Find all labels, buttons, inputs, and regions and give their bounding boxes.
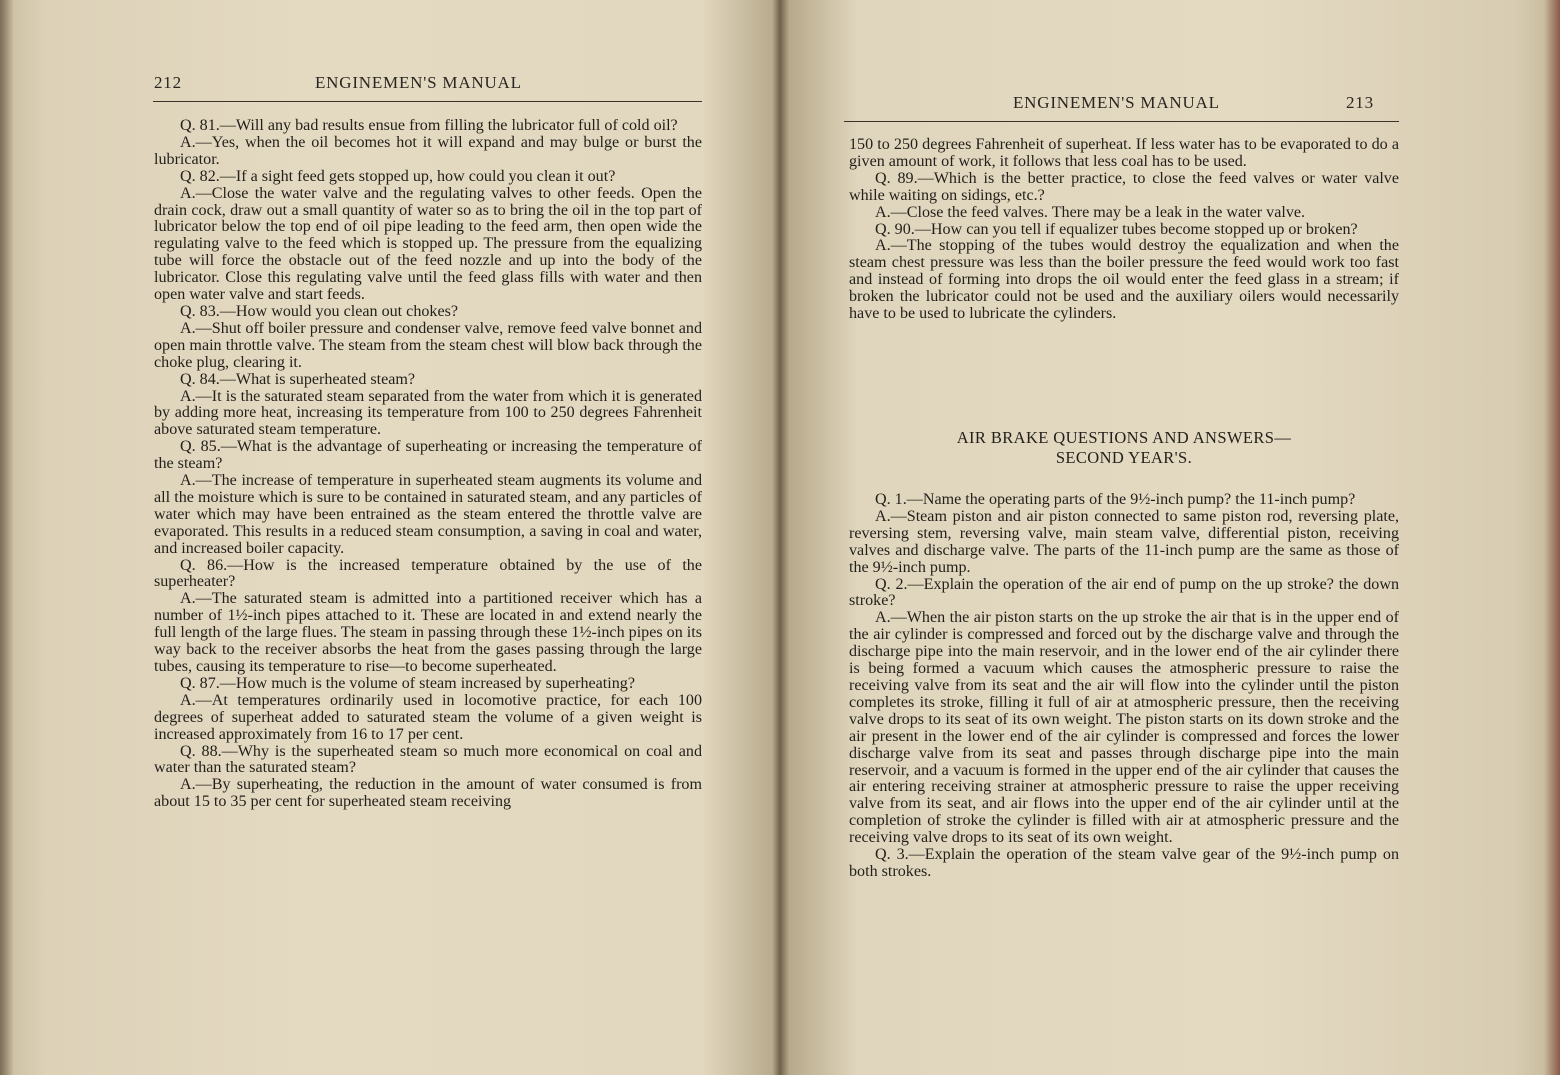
left-page-number: 212: [154, 73, 182, 92]
paragraph: A.—By superheating, the reduction in the amount of water consumed is from about 15 to 35 per cent for superheated steam receiving: [154, 776, 702, 811]
paragraph: Q. 1.—Name the operating parts of the 9½-inch pump? the 11-inch pump?: [875, 491, 1356, 508]
paragraph: A.—Close the feed valves. There may be a leak in the water valve.: [875, 203, 1306, 221]
paragraph: A.—Yes, when the oil becomes hot it will expand and may bulge or burst the lubricator.: [154, 133, 702, 168]
paragraph: Q. 81.—Will any bad results ensue from filling the lubricator full of cold oil?: [180, 117, 678, 134]
paragraph: A.—At temperatures ordinarily used in locomotive practice, for each 100 degrees of superheat added to saturated steam the volume of a given weight is increased approximately from 16 to 17 per cent.: [154, 691, 702, 743]
paragraph: Q. 89.—Which is the better practice, to close the feed valves or water valve while waiting on sidings, etc.?: [849, 169, 1399, 204]
left-running-title: ENGINEMEN'S MANUAL: [315, 73, 522, 92]
paragraph: A.—It is the saturated steam separated from the water from which it is generated by adding more heat, increasing its temperature from 100 to 250 degrees Fahrenheit above saturated steam temperature.: [154, 387, 702, 439]
section-heading-line2: SECOND YEAR'S.: [1055, 448, 1193, 467]
right-running-title: ENGINEMEN'S MANUAL: [1013, 93, 1220, 112]
left-page: [0, 0, 775, 1075]
paragraph: Q. 85.—What is the advantage of superheating or increasing the temperature of the steam?: [154, 438, 702, 473]
paragraph: Q. 83.—How would you clean out chokes?: [180, 302, 459, 320]
paragraph: A.—The saturated steam is admitted into a partitioned receiver which has a number of 1½-inch pipes attached to it. These are located in and extend nearly the full length of the large flues. The steam in passing through these 1½-inch pipes on its way back to the receiver absorbs the heat from the gases passing through the large tubes, causing its temperature to rise—to become superheated.: [154, 590, 702, 675]
paragraph: A.—Steam piston and air piston connected to same piston rod, reversing plate, reversing stem, reversing valve, main steam valve, differential piston, receiving valves and discharge valve. The parts of the 11-inch pump are the same as those of the 9½-inch pump.: [849, 507, 1399, 576]
paragraph: A.—The stopping of the tubes would destroy the equalization and when the steam chest pressure was less than the boiler pressure the feed would work too fast and instead of forming into drops the oil would enter the feed glass in a stream; if broken the lubricator could not be used and the auxiliary oilers would necessarily have to be used to lubricate the cylinders.: [849, 237, 1399, 323]
right-page-number: 213: [1346, 93, 1374, 112]
paragraph: A.—Shut off boiler pressure and condenser valve, remove feed valve bonnet and open main throttle valve. The steam from the steam chest will blow back through the choke plug, clearing it.: [154, 319, 702, 371]
paragraph: A.—The increase of temperature in superheated steam augments its volume and all the moisture which is sure to be contained in saturated steam, and any particles of water which may have been entrained as the steam entered the throttle valve are evaporated. This results in a reduced steam consumption, a saving in coal and water, and increased boiler capacity.: [154, 472, 702, 557]
right-body-text-bottom: [849, 492, 1399, 881]
section-heading: [849, 428, 1399, 468]
paragraph: Q. 90.—How can you tell if equalizer tubes become stopped up or broken?: [875, 220, 1358, 238]
paragraph: Q. 87.—How much is the volume of steam increased by superheating?: [180, 674, 635, 692]
left-header-rule: [153, 101, 702, 102]
paragraph: A.—When the air piston starts on the up stroke the air that is in the upper end of the air cylinder is compressed and forced out by the discharge valve and through the discharge pipe into the main reservoir, and in the lower end of the air cylinder there is being formed a vacuum which causes the atmospheric pressure to raise the receiving valve from its seat and the air will flow into the cylinder until the piston completes its stroke, filling it full of air at atmospheric pressure, then the receiving valve drops to its seat of its own weight. The piston starts on its down stroke and the air present in the lower end of the air cylinder is compressed and forces the lower discharge valve from its seat and passes through discharge pipe into the main reservoir, and a vacuum is formed in the upper end of the air cylinder that causes the air entering receiving strainer at atmospheric pressure to raise the upper receiving valve from its seat, and air flows into the upper end of the air cylinder until at the completion of stroke the cylinder is filled with air at atmospheric pressure and the receiving valve drops to its seat of its own weight.: [849, 609, 1399, 847]
paragraph: 150 to 250 degrees Fahrenheit of superheat. If less water has to be evaporated to do a given amount of work, it follows that less coal has to be used.: [849, 136, 1399, 170]
section-heading-line1: AIR BRAKE QUESTIONS AND ANSWERS—: [956, 428, 1292, 447]
right-page: [781, 0, 1560, 1075]
paragraph: Q. 2.—Explain the operation of the air end of pump on the up stroke? the down stroke?: [849, 575, 1399, 610]
right-body-text-top: [849, 137, 1399, 323]
paragraph: Q. 84.—What is superheated steam?: [180, 370, 416, 388]
paragraph: Q. 3.—Explain the operation of the steam valve gear of the 9½-inch pump on both strokes.: [849, 846, 1399, 880]
paragraph: Q. 86.—How is the increased temperature obtained by the use of the superheater?: [154, 556, 702, 591]
paragraph: Q. 88.—Why is the superheated steam so much more economical on coal and water than the saturated steam?: [154, 742, 702, 777]
left-body-text: [154, 118, 702, 811]
paragraph: A.—Close the water valve and the regulating valves to other feeds. Open the drain cock, draw out a small quantity of water so as to bring the oil in the top part of lubricator below the top end of oil pipe leading to the feed arm, then open wide the regulating valve to the feed which is stopped up. The pressure from the equalizing tube will force the obstacle out of the feed nozzle and up into the body of the lubricator. Close this regulating valve until the feed glass fills with water and then open water valve and start feeds.: [154, 184, 702, 304]
paragraph: Q. 82.—If a sight feed gets stopped up, how could you clean it out?: [180, 167, 616, 185]
right-header-rule: [844, 121, 1399, 122]
